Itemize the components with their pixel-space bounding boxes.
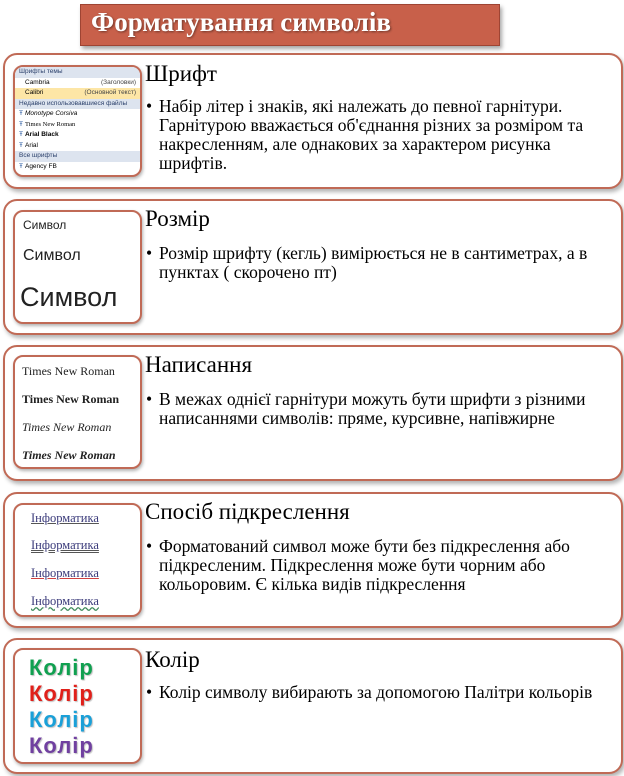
font-name: Calibri xyxy=(25,89,44,96)
section-size-description xyxy=(145,244,619,282)
truetype-icon: Ŧ xyxy=(19,162,23,170)
size-sample-small: Символ xyxy=(23,218,67,232)
title-banner xyxy=(80,4,500,46)
underline-sample-wavy: Інформатика xyxy=(31,594,99,608)
color-samples-thumbnail xyxy=(13,648,142,764)
section-size-text: • Розмір шрифту (кегль) вимірюється не в сантиметрах, а в пунктах ( скорочено пт) xyxy=(159,244,619,282)
font-list-thumbnail xyxy=(13,65,142,177)
truetype-icon: Ŧ xyxy=(19,141,23,149)
font-name: Agency FB xyxy=(24,162,57,170)
section-underline-heading: Спосіб підкреслення xyxy=(145,499,350,524)
font-list-item-arial xyxy=(15,141,140,152)
truetype-icon: Ŧ xyxy=(19,110,23,117)
section-underline-text: • Форматований символ може бути без підкреслення або підкресленим. Підкреслення може бути чорним або кольоровим. Є кілька видів підкреслення xyxy=(159,537,619,594)
font-name: Monotype Corsiva xyxy=(24,110,78,117)
page-title: Форматування символів xyxy=(91,7,391,37)
style-sample-italic: Times New Roman xyxy=(22,420,112,434)
font-name: Arial Black xyxy=(24,131,59,138)
underline-samples-thumbnail xyxy=(13,503,142,617)
underline-sample-single: Інформатика xyxy=(31,511,99,525)
font-name: Times New Roman xyxy=(24,120,76,128)
style-samples-thumbnail xyxy=(13,355,142,469)
section-size-heading: Розмір xyxy=(145,206,210,231)
font-list-item-tnr xyxy=(15,120,140,131)
font-tag: (Основной текст) xyxy=(84,89,136,96)
font-list-item-calibri xyxy=(15,88,140,99)
underline-sample-double: Інформатика xyxy=(31,538,99,552)
size-sample-medium: Символ xyxy=(23,247,81,264)
color-sample-blue: Колір xyxy=(29,707,94,732)
truetype-icon: Ŧ xyxy=(19,120,23,128)
font-list-item-monotype xyxy=(15,109,140,120)
font-list-item-cambria xyxy=(15,78,140,89)
color-sample-red: Колір xyxy=(29,681,94,706)
font-name: Cambria xyxy=(25,78,50,86)
section-font-description xyxy=(145,97,619,173)
style-sample-regular: Times New Roman xyxy=(22,364,115,378)
section-font-heading: Шрифт xyxy=(145,61,217,86)
font-list-item-arial-black xyxy=(15,130,140,141)
size-samples-thumbnail xyxy=(13,210,142,324)
font-tag: (Заголовки) xyxy=(101,78,136,86)
underline-sample-red: Інформатика xyxy=(31,566,99,580)
section-color-text: • Колір символу вибирають за допомогою Палітри кольорів xyxy=(159,683,619,702)
truetype-icon: Ŧ xyxy=(19,131,23,138)
font-list-recent-header: Недавно использовавшиеся файлы xyxy=(15,99,140,110)
section-font-text: • Набір літер і знаків, які належать до певної гарнітури. Гарнітурою вважається об'єднання різних за розміром та накресленням, але однакових за характером рисунка шрифтів. xyxy=(159,97,619,173)
font-list-all-header: Все шрифты xyxy=(15,151,140,162)
section-style-description xyxy=(145,390,619,428)
font-name: Arial xyxy=(24,141,38,149)
section-color-description xyxy=(145,683,619,702)
style-sample-bold: Times New Roman xyxy=(22,392,120,406)
size-sample-large: Символ xyxy=(20,282,118,312)
style-sample-bold-italic: Times New Roman xyxy=(22,448,116,462)
color-sample-green: Колір xyxy=(29,655,94,680)
section-color-heading: Колір xyxy=(145,647,200,672)
color-sample-purple: Колір xyxy=(29,733,94,758)
font-list-theme-header: Шрифты темы xyxy=(15,67,140,78)
section-style-text: • В межах однієї гарнітури можуть бути шрифти з різними написаннями символів: пряме, курсивне, напівжирне xyxy=(159,390,619,428)
font-list-item-agency xyxy=(15,162,140,173)
section-style-heading: Написання xyxy=(145,352,253,377)
section-underline-description xyxy=(145,537,619,594)
